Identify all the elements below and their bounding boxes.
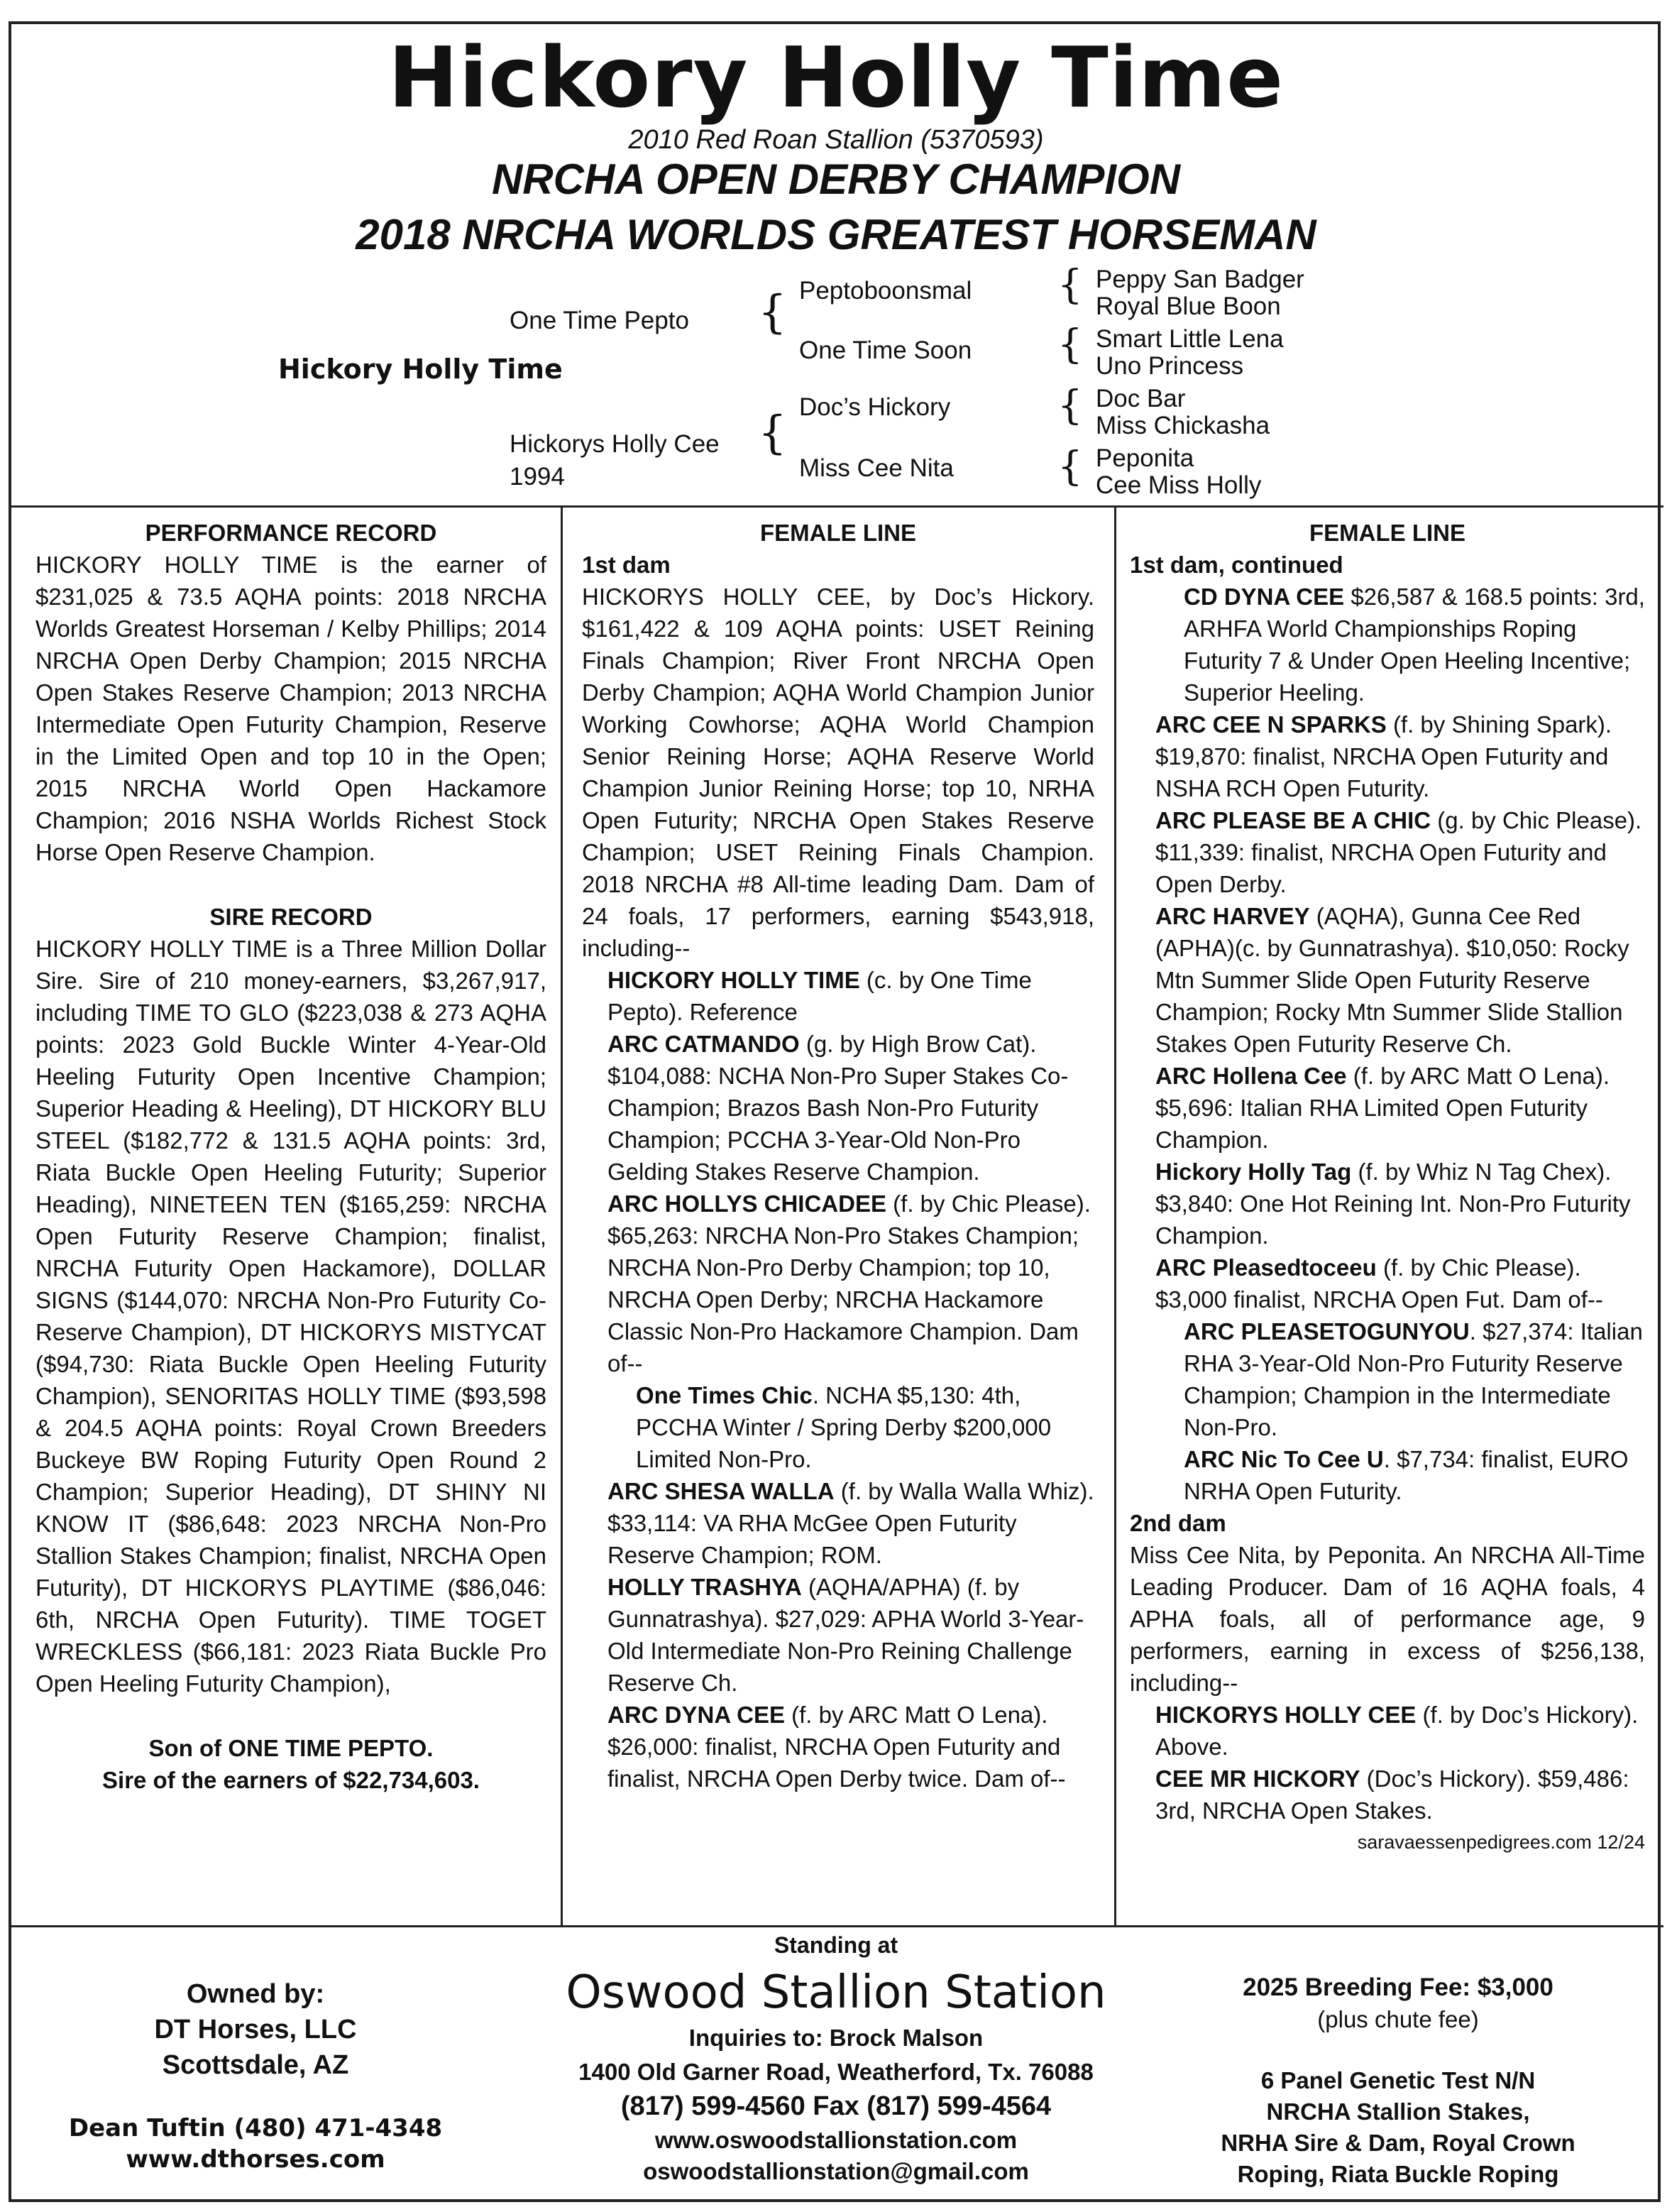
owner-contact: Dean Tuftin (480) 471-4348 <box>68 2114 443 2142</box>
credit-line: saravaessenpedigrees.com 12/24 <box>1357 1832 1645 1853</box>
pedigree-sire: One Time Pepto <box>510 307 689 334</box>
address: 1400 Old Garner Road, Weatherford, Tx. 76088 <box>578 2059 1094 2085</box>
pedigree-subject: Hickory Holly Time <box>278 354 563 385</box>
brace-icon: { <box>1057 262 1083 308</box>
divider-header <box>9 505 1663 508</box>
performance-heading: PERFORMANCE RECORD <box>145 520 437 546</box>
pedigree-gs3: Doc’s Hickory <box>799 393 951 421</box>
pedigree-ggs: Uno Princess <box>1096 352 1244 380</box>
list-item: ARC PLEASE BE A CHIC (g. by Chic Please). $11,339: finalist, NRCHA Open Futurity and Open Derby. <box>1155 807 1642 897</box>
headline-horseman: 2018 NRCHA WORLDS GREATEST HORSEMAN <box>356 211 1316 258</box>
owner-name: DT Horses, LLC <box>154 2015 357 2044</box>
qualification: NRHA Sire & Dam, Royal Crown <box>1221 2130 1575 2156</box>
list-item: HICKORYS HOLLY CEE (f. by Doc’s Hickory). Above. <box>1155 1702 1639 1760</box>
brace-icon: { <box>758 286 787 339</box>
owner-city: Scottsdale, AZ <box>162 2050 349 2080</box>
pedigree-gs4: Miss Cee Nita <box>799 454 954 482</box>
first-dam-label: 1st dam <box>582 552 671 578</box>
sire-record-text: HICKORY HOLLY TIME is a Three Million Dollar Sire. Sire of 210 money-earners, $3,267,917, including TIME TO GLO ($223,038 & 273 AQHA points: 2023 Gold Buckle Winter 4-Year-Old Heeling Futurity Open Incentive Champion; Superior Heading & Heeling), DT HICKORY BLU STEEL ($182,772 & 131.5 AQHA points: 3rd, Riata Buckle Open Heeling Futurity; Superior Heading), NINETEEN TEN ($165,259: NRCHA Open Futurity Reserve Champion; finalist, NRCHA Futurity Open Hackamore), DOLLAR SIGNS ($144,070: NRCHA Non-Pro Futurity Co-Reserve Champion), DT HICKORYS MISTYCAT ($94,730: Riata Buckle Open Heeling Futurity Champion), SENORITAS HOLLY TIME ($93,598 & 204.5 AQHA points: Royal Crown Breeders Buckeye BW Roping Futurity Open Round 2 Champion; Superior Heading), DT SHINY NI KNOW IT ($86,648: 2023 NRCHA Non-Pro Stallion Stakes Champion; finalist, NRCHA Open Futurity), DT HICKORYS PLAYTIME ($86,046: 6th, NRCHA Open Futurity). TIME TOGET WRECKLESS ($66,181: 2023 Riata Buckle Pro Open Heeling Futurity Champion), <box>35 936 546 1697</box>
list-item: ARC CATMANDO (g. by High Brow Cat). $104,088: NCHA Non-Pro Super Stakes Co-Champion; Brazos Bash Non-Pro Futurity Champion; PCCHA 3-Year-Old Non-Pro Gelding Stakes Reserve Champion. <box>607 1031 1069 1185</box>
son-of: Son of ONE TIME PEPTO. <box>148 1735 434 1761</box>
phone: (817) 599-4560 Fax (817) 599-4564 <box>620 2091 1052 2121</box>
qualification: 6 Panel Genetic Test N/N <box>1260 2067 1536 2093</box>
column-female-line-2 <box>1130 517 1645 1858</box>
divider-footer <box>9 1925 1663 1927</box>
list-item: ARC PLEASETOGUNYOU. $27,374: Italian RHA 3-Year-Old Non-Pro Futurity Reserve Champion; Champion in the Intermediate Non-Pro. <box>1184 1318 1643 1440</box>
list-item: HOLLY TRASHYA (AQHA/APHA) (f. by Gunnatrashya). $27,029: APHA World 3-Year-Old Intermediate Non-Pro Reining Challenge Reserve Ch. <box>607 1574 1084 1696</box>
brace-icon: { <box>1057 322 1083 368</box>
pedigree-ggs: Peppy San Badger <box>1096 265 1304 293</box>
column-performance <box>35 517 546 1796</box>
produce-list <box>1130 581 1645 1507</box>
breeding-fee: 2025 Breeding Fee: $3,000 <box>1243 1973 1553 2001</box>
owner-website[interactable]: www.dthorses.com <box>126 2145 385 2174</box>
list-item: CD DYNA CEE $26,587 & 168.5 points: 3rd, ARHFA World Championships Roping Futurity 7 & Under Open Heeling Incentive; Superior Heeling. <box>1184 584 1645 706</box>
list-item: ARC SHESA WALLA (f. by Walla Walla Whiz). $33,114: VA RHA McGee Open Futurity Reserve Champion; ROM. <box>607 1478 1094 1568</box>
divider-col1 <box>561 505 563 1925</box>
produce-list <box>1130 1699 1645 1827</box>
brace-icon: { <box>758 407 787 459</box>
performance-text: HICKORY HOLLY TIME is the earner of $231,025 & 73.5 AQHA points: 2018 NRCHA Worlds Greatest Horseman / Kelby Phillips; 2014 NRCHA Open Derby Champion; 2015 NRCHA Open Stakes Reserve Champion; 2013 NRCHA Intermediate Open Futurity Champion, Reserve in the Limited Open and top 10 in the Open; 2015 NRCHA World Open Hackamore Champion; 2016 NSHA Worlds Richest Stock Horse Open Reserve Champion. <box>35 552 546 865</box>
list-item: CEE MR HICKORY (Doc’s Hickory). $59,486: 3rd, NRCHA Open Stakes. <box>1155 1765 1629 1824</box>
list-item: One Times Chic. NCHA $5,130: 4th, PCCHA Winter / Spring Derby $200,000 Limited Non-Pro. <box>636 1382 1052 1472</box>
list-item: HICKORY HOLLY TIME (c. by One Time Pepto). Reference <box>607 967 1032 1025</box>
list-item: ARC Hollena Cee (f. by ARC Matt O Lena). $5,696: Italian RHA Limited Open Futurity Champion. <box>1155 1063 1610 1153</box>
owned-by-label: Owned by: <box>186 1979 325 2009</box>
sire-record-heading: SIRE RECORD <box>209 904 373 930</box>
subtitle: 2010 Red Roan Stallion (5370593) <box>628 125 1044 155</box>
list-item: Hickory Holly Tag (f. by Whiz N Tag Chex). $3,840: One Hot Reining Int. Non-Pro Futurity Champion. <box>1155 1159 1631 1249</box>
list-item: ARC DYNA CEE (f. by ARC Matt O Lena). $26,000: finalist, NRCHA Open Futurity and finalist, NRCHA Open Derby twice. Dam of-- <box>607 1702 1066 1792</box>
second-dam-text: Miss Cee Nita, by Peponita. An NRCHA All-Time Leading Producer. Dam of 16 AQHA foals, 4 APHA foals, all of performance age, 9 performers, earning in excess of $256,138, including-- <box>1130 1542 1645 1696</box>
column-female-line-1 <box>582 517 1094 1795</box>
qualification: NRCHA Stallion Stakes, <box>1266 2098 1530 2125</box>
list-item: ARC HOLLYS CHICADEE (f. by Chic Please). $65,263: NRCHA Non-Pro Stakes Champion; NRCHA Non-Pro Derby Champion; top 10, NRCHA Open Derby; NRCHA Hackamore Classic Non-Pro Hackamore Champion. Dam of-- <box>607 1190 1091 1376</box>
dam-text: HICKORYS HOLLY CEE, by Doc’s Hickory. $161,422 & 109 AQHA points: USET Reining Finals Champion; River Front NRCHA Open Derby Champion; AQHA World Champion Junior Working Cowhorse; AQHA World Champion Senior Reining Horse; AQHA Reserve World Champion Junior Reining Horse; top 10, NRHA Open Futurity; NRCHA Open Stakes Reserve Champion; USET Reining Finals Champion. 2018 NRCHA #8 All-time leading Dam. Dam of 24 foals, 17 performers, earning $543,918, including-- <box>582 584 1094 961</box>
qualification: Roping, Riata Buckle Roping <box>1237 2161 1559 2187</box>
pedigree-ggs: Royal Blue Boon <box>1096 292 1281 320</box>
list-item: ARC Pleasedtoceeu (f. by Chic Please). $3,000 finalist, NRCHA Open Fut. Dam of-- <box>1155 1254 1603 1313</box>
station-name: Oswood Stallion Station <box>566 1966 1106 2019</box>
pedigree-gs1: Peptoboonsmal <box>799 277 972 305</box>
produce-list <box>582 964 1094 1795</box>
station-website[interactable]: www.oswoodstallionstation.com <box>654 2127 1018 2153</box>
pedigree-ggs: Doc Bar <box>1096 385 1186 412</box>
pedigree-ggs: Cee Miss Holly <box>1096 471 1262 499</box>
first-dam-continued: 1st dam, continued <box>1130 552 1343 578</box>
fee-note: (plus chute fee) <box>1317 2006 1479 2032</box>
sire-of-earners: Sire of the earners of $22,734,603. <box>102 1767 480 1793</box>
inquiries: Inquiries to: Brock Malson <box>688 2025 984 2051</box>
pedigree-ggs: Miss Chickasha <box>1096 412 1270 439</box>
list-item: ARC HARVEY (AQHA), Gunna Cee Red (APHA)(c. by Gunnatrashya). $10,050: Rocky Mtn Summer Slide Open Futurity Reserve Champion; Rocky Mtn Summer Slide Stallion Stakes Open Futurity Reserve Ch. <box>1155 903 1629 1057</box>
brace-icon: { <box>1057 444 1083 490</box>
second-dam-label: 2nd dam <box>1130 1510 1226 1536</box>
headline-derby: NRCHA OPEN DERBY CHAMPION <box>491 155 1181 203</box>
brace-icon: { <box>1057 383 1083 429</box>
list-item: ARC CEE N SPARKS (f. by Shining Spark). $19,870: finalist, NRCHA Open Futurity and NSHA RCH Open Futurity. <box>1155 711 1612 801</box>
pedigree-ggs: Peponita <box>1096 444 1194 472</box>
pedigree-dam: Hickorys Holly Cee <box>510 430 720 458</box>
female-line-heading: FEMALE LINE <box>760 520 916 546</box>
pedigree-dam-year: 1994 <box>510 463 565 491</box>
pedigree-ggs: Smart Little Lena <box>1096 325 1284 353</box>
list-item: ARC Nic To Cee U. $7,734: finalist, EURO NRHA Open Futurity. <box>1184 1446 1629 1504</box>
page-title: Hickory Holly Time <box>387 28 1285 126</box>
station-email[interactable]: oswoodstallionstation@gmail.com <box>643 2158 1029 2184</box>
divider-col2 <box>1114 505 1116 1925</box>
female-line-heading: FEMALE LINE <box>1309 520 1465 546</box>
pedigree-gs2: One Time Soon <box>799 336 972 364</box>
standing-at: Standing at <box>774 1932 898 1958</box>
